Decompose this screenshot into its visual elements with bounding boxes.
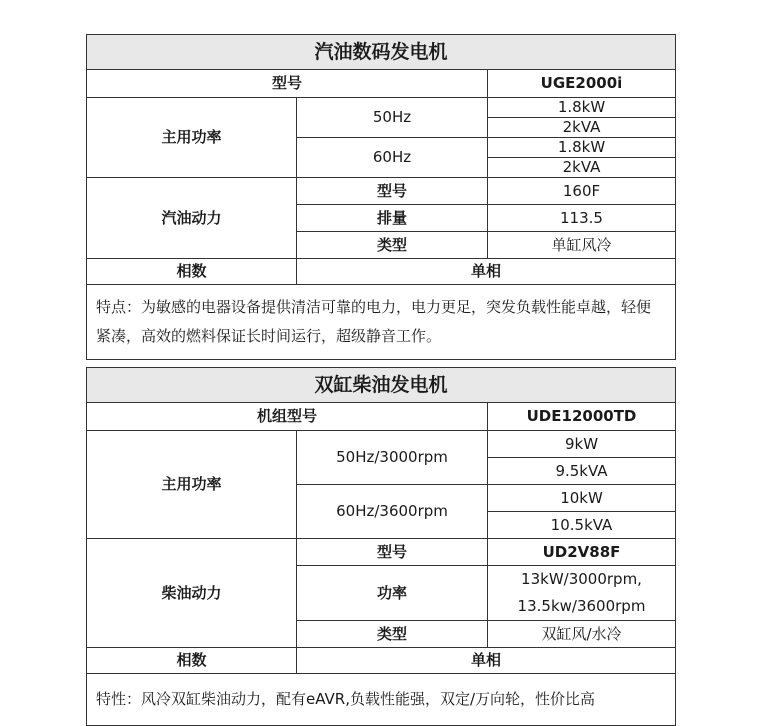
freq-60hz-kva: 10.5kVA	[488, 512, 676, 539]
power-value	[488, 566, 676, 621]
model-label: 机组型号	[87, 403, 488, 431]
feature-label: 特点：	[96, 298, 142, 316]
model-label: 型号	[87, 70, 488, 98]
freq-50hz-label: 50Hz/3000rpm	[297, 431, 488, 485]
engine-model-label: 型号	[297, 539, 488, 566]
freq-60hz-kw: 1.8kW	[488, 138, 676, 158]
freq-50hz-kva: 9.5kVA	[488, 458, 676, 485]
model-value: UGE2000i	[488, 70, 676, 98]
displacement-label: 排量	[297, 205, 488, 232]
displacement-value: 113.5	[488, 205, 676, 232]
engine-label: 柴油动力	[87, 539, 297, 648]
diesel-generator-spec-table	[86, 367, 676, 726]
feature-note-text	[96, 293, 665, 351]
phase-value: 单相	[297, 259, 676, 285]
feature-note	[87, 674, 676, 726]
freq-60hz-kva: 2kVA	[488, 158, 676, 178]
power-value-line1: 13kW/3000rpm,	[521, 570, 642, 588]
freq-50hz-kw: 9kW	[488, 431, 676, 458]
power-label: 功率	[297, 566, 488, 621]
phase-label: 相数	[87, 259, 297, 285]
engine-type-value: 双缸风/水冷	[488, 621, 676, 648]
engine-model-value: 160F	[488, 178, 676, 205]
gasoline-generator-spec-table	[86, 34, 676, 360]
feature-note-text	[96, 685, 665, 714]
phase-label: 相数	[87, 648, 297, 674]
feature-text: 风冷双缸柴油动力，配有eAVR,负载性能强，双定/万向轮，性价比高	[141, 690, 596, 708]
freq-60hz-label: 60Hz/3600rpm	[297, 485, 488, 539]
freq-50hz-kva: 2kVA	[488, 118, 676, 138]
feature-text: 为敏感的电器设备提供清洁可靠的电力，电力更足，突发负载性能卓越，轻便紧凑，高效的燃料保证长时间运行，超级静音工作。	[96, 298, 652, 345]
freq-60hz-kw: 10kW	[488, 485, 676, 512]
rated-power-label: 主用功率	[87, 431, 297, 539]
freq-50hz-label: 50Hz	[297, 98, 488, 138]
rated-power-label: 主用功率	[87, 98, 297, 178]
engine-model-value: UD2V88F	[488, 539, 676, 566]
engine-model-label: 型号	[297, 178, 488, 205]
phase-value: 单相	[297, 648, 676, 674]
power-value-line2: 13.5kw/3600rpm	[517, 597, 646, 615]
engine-label: 汽油动力	[87, 178, 297, 259]
table-title: 双缸柴油发电机	[87, 368, 676, 403]
engine-type-label: 类型	[297, 621, 488, 648]
engine-type-label: 类型	[297, 232, 488, 259]
engine-type-value: 单缸风冷	[488, 232, 676, 259]
feature-note	[87, 285, 676, 360]
feature-label: 特性：	[96, 690, 142, 708]
freq-60hz-label: 60Hz	[297, 138, 488, 178]
freq-50hz-kw: 1.8kW	[488, 98, 676, 118]
model-value: UDE12000TD	[488, 403, 676, 431]
table-title: 汽油数码发电机	[87, 35, 676, 70]
